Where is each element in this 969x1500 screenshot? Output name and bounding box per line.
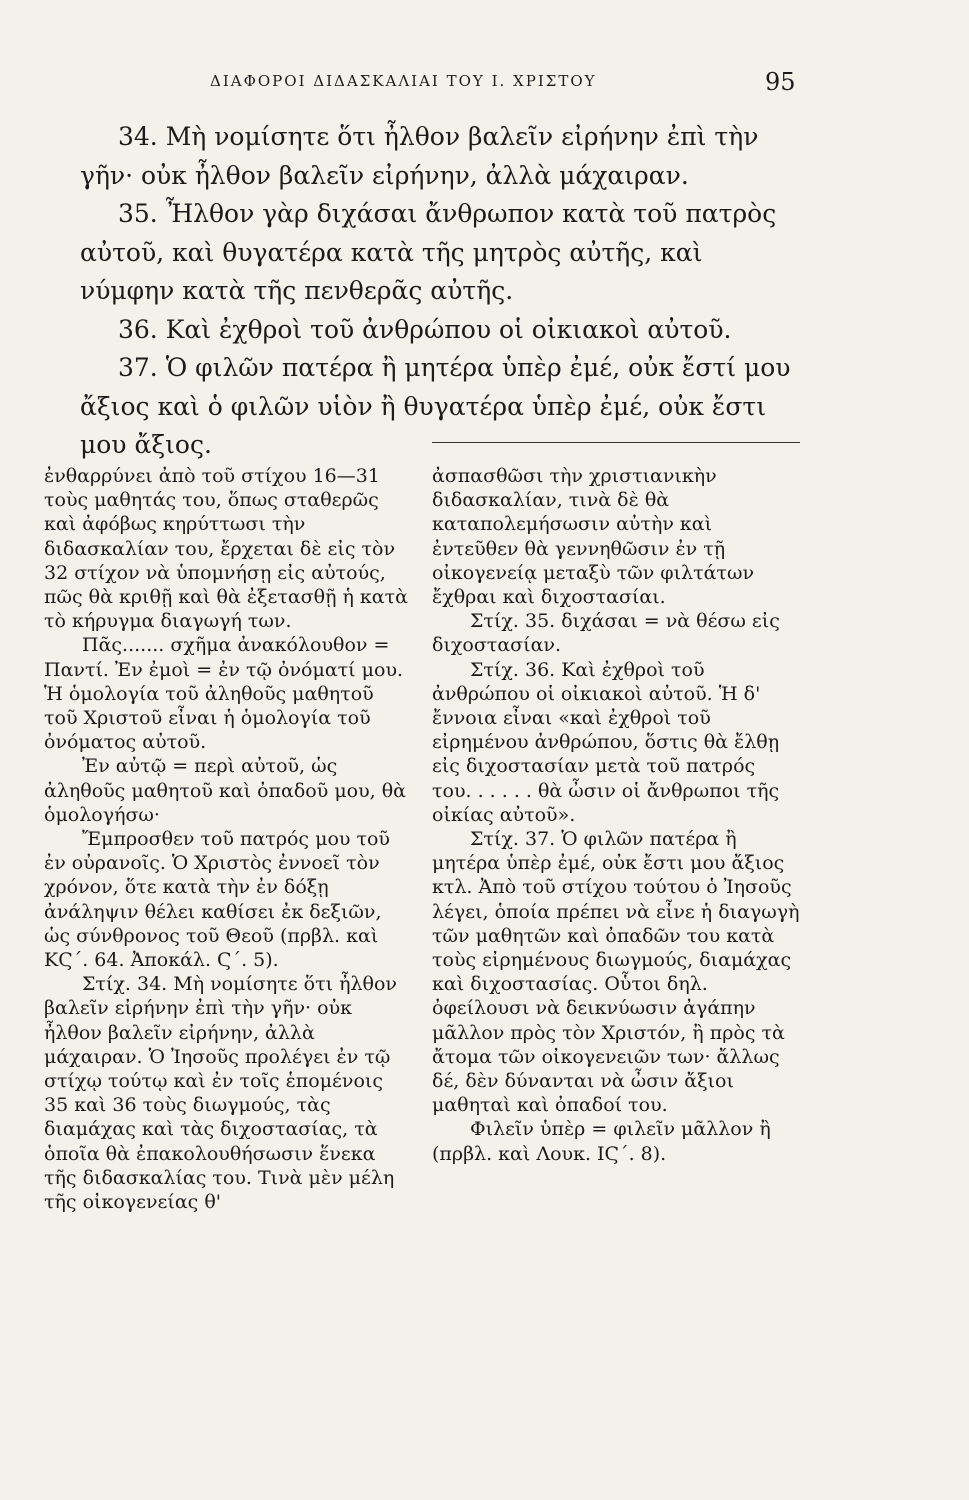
commentary-paragraph: Στίχ. 37. Ὁ φιλῶν πατέρα ἢ μητέρα ὑπὲρ ἐμέ, οὐκ ἔστι μου ἄξιος κτλ. Ἀπὸ τοῦ στίχου τούτου ὁ Ἰησοῦς λέγει, ὁποία πρέπει νὰ εἶνε ἡ διαγωγὴ τῶν μαθητῶν καὶ ὀπαδῶν του κατὰ τοὺς εἰρημένους διωγμούς, διαμάχας καὶ διχοστασίας. Οὗτοι δηλ. ὀφείλουσι νὰ δεικνύωσιν ἀγάπην μᾶλλον πρὸς τὸν Χριστόν, ἢ πρὸς τὰ ἄτομα τῶν οἰκογενειῶν των· ἄλλως δέ, δὲν δύνανται νὰ ὦσιν ἄξιοι μαθηταὶ καὶ ὀπαδοί του. bbox=[432, 828, 800, 1117]
main-text bbox=[80, 118, 800, 465]
verse-36: 36. Καὶ ἐχθροὶ τοῦ ἀνθρώπου οἱ οἰκιακοὶ αὐτοῦ. bbox=[118, 314, 732, 344]
commentary-paragraph: Ἐν αὐτῷ = περὶ αὐτοῦ, ὡς ἀληθοῦς μαθητοῦ καὶ ὀπαδοῦ μου, θὰ ὁμολογήσω· bbox=[44, 755, 407, 826]
commentary-paragraph: Φιλεῖν ὑπὲρ = φιλεῖν μᾶλλον ἢ (πρβλ. καὶ Λουκ. ΙϚ΄. 8). bbox=[432, 1118, 771, 1165]
commentary-paragraph: Στίχ. 35. διχάσαι = νὰ θέσω εἰς διχοστασίαν. bbox=[432, 610, 780, 657]
commentary-paragraph: Στίχ. 34. Μὴ νομίσητε ὅτι ἦλθον βαλεῖν εἰρήνην ἐπὶ τὴν γῆν· οὐκ ἦλθον βαλεῖν εἰρήνην, ἀλλὰ μάχαιραν. Ὁ Ἰησοῦς προλέγει ἐν τῷ στίχῳ τούτῳ καὶ ἐν τοῖς ἑπομένοις 35 καὶ 36 τοὺς διωγμούς, τὰς διαμάχας καὶ τὰς διχοστασίας, τὰ ὁποῖα θὰ ἐπακολουθήσωσιν ἕνεκα τῆς διδασκαλίας του. Τινὰ μὲν μέλη τῆς οἰκογενείας θ' bbox=[44, 973, 397, 1214]
verse-35: 35. Ἦλθον γὰρ διχάσαι ἄνθρωπον κατὰ τοῦ πατρὸς αὐτοῦ, καὶ θυγατέρα κατὰ τῆς μητρὸς αὐτῆς, καὶ νύμφην κατὰ τῆς πενθερᾶς αὐτῆς. bbox=[80, 199, 777, 305]
commentary-paragraph: Ἔμπροσθεν τοῦ πατρός μου τοῦ ἐν οὐρανοῖς. Ὁ Χριστὸς ἐννοεῖ τὸν χρόνον, ὅτε κατὰ τὴν ἐν δόξῃ ἀνάληψιν θέλει καθίσει ἐκ δεξιῶν, ὡς σύνθρονος τοῦ Θεοῦ (πρβλ. καὶ ΚϚ΄. 64. Ἀποκάλ. Ϛ΄. 5). bbox=[44, 828, 390, 972]
page-number: 95 bbox=[765, 68, 796, 96]
verse-37: 37. Ὁ φιλῶν πατέρα ἢ μητέρα ὑπὲρ ἐμέ, οὐκ ἔστί μου ἄξιος καὶ ὁ φιλῶν υἱὸν ἢ θυγατέρα ὑπὲρ ἐμέ, οὐκ ἔστι μου ἄξιος. bbox=[80, 353, 791, 459]
commentary-paragraph: Στίχ. 36. Καὶ ἐχθροὶ τοῦ ἀνθρώπου οἱ οἰκιακοὶ αὐτοῦ. Ἡ δ' ἔννοια εἶναι «καὶ ἐχθροὶ τοῦ εἰρημένου ἀνθρώπου, ὅστις θὰ ἔλθῃ εἰς διχοστασίαν μετὰ τοῦ πατρός του. . . . . . θὰ ὦσιν οἱ ἄνθρωποι τῆς οἰκίας αὐτοῦ». bbox=[432, 658, 780, 826]
verse-34: 34. Μὴ νομίσητε ὅτι ἦλθον βαλεῖν εἰρήνην ἐπὶ τὴν γῆν· οὐκ ἦλθον βαλεῖν εἰρήνην, ἀλλὰ μάχαιραν. bbox=[80, 122, 759, 190]
commentary-paragraph: ἀσπασθῶσι τὴν χριστιανικὴν διδασκαλίαν, τινὰ δὲ θὰ καταπολεμήσωσιν αὐτὴν καὶ ἐντεῦθεν θὰ γεννηθῶσιν ἐν τῇ οἰκογενείᾳ μεταξὺ τῶν φιλτάτων ἔχθραι καὶ διχοστασίαι. bbox=[432, 465, 754, 609]
commentary-left-column bbox=[44, 464, 412, 1214]
commentary-right-column bbox=[432, 464, 800, 1166]
running-title: ΔΙΑΦΟΡΟΙ ΔΙΔΑΣΚΑΛΙΑΙ ΤΟΥ Ι. ΧΡΙΣΤΟΥ bbox=[210, 72, 597, 90]
commentary-paragraph: ἐνθαρρύνει ἀπὸ τοῦ στίχου 16—31 τοὺς μαθητάς του, ὅπως σταθερῶς καὶ ἀφόβως κηρύττωσι τὴν διδασκαλίαν του, ἔρχεται δὲ εἰς τὸν 32 στίχον νὰ ὑπομνήσῃ εἰς αὐτούς, πῶς θὰ κριθῇ καὶ θὰ ἐξετασθῇ ἡ κατὰ τὸ κήρυγμα διαγωγή των. bbox=[44, 465, 408, 633]
separator-rule bbox=[432, 442, 800, 443]
commentary-paragraph: Πᾶς....... σχῆμα ἀνακόλουθον = Παντί. Ἐν ἐμοὶ = ἐν τῷ ὀνόματί μου. Ἡ ὁμολογία τοῦ ἀληθοῦς μαθητοῦ τοῦ Χριστοῦ εἶναι ἡ ὁμολογία τοῦ ὀνόματος αὐτοῦ. bbox=[44, 634, 404, 754]
